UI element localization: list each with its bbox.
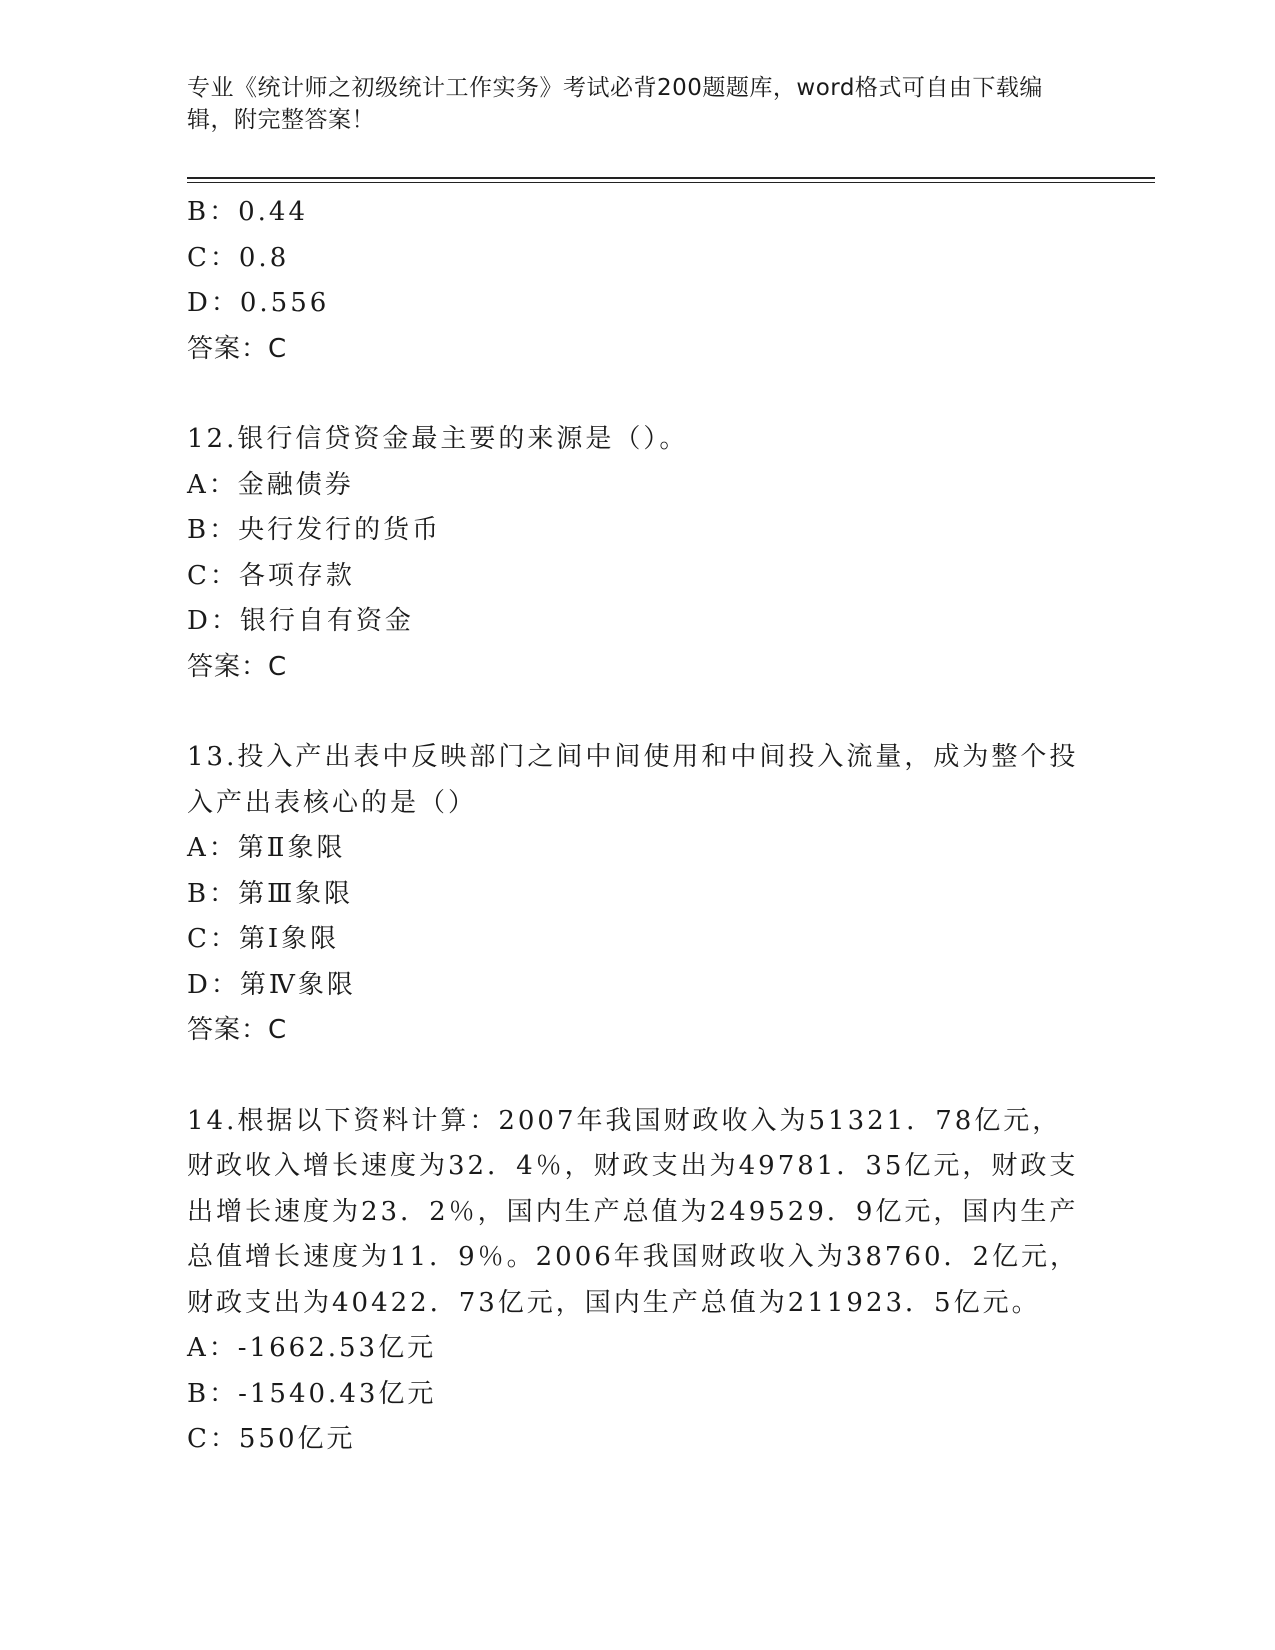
option-c: C：各项存款 [187,560,355,591]
option-d: D：第Ⅳ象限 [187,969,356,1000]
option-c: C：0.8 [187,242,290,273]
question-13 [187,735,1087,1054]
option-b: B：-1540.43亿元 [187,1378,437,1409]
question-text: 13.投入产出表中反映部门之间中间使用和中间投入流量，成为整个投入产出表核心的是（） [187,742,1079,818]
option-b: B：第Ⅲ象限 [187,878,354,909]
question-14 [187,1099,1087,1463]
answer-line: 答案：C [187,651,288,682]
document-body [187,190,1087,1463]
answer-line: 答案：C [187,333,288,364]
option-d: D：银行自有资金 [187,606,414,636]
option-b: B：央行发行的货币 [187,515,442,545]
answer-line: 答案：C [187,1015,288,1045]
option-a: A：金融债券 [187,469,354,500]
question-text: 14.根据以下资料计算：2007年我国财政收入为51321．78亿元，财政收入增长速度为32．4％，财政支出为49781．35亿元，财政支出增长速度为23．2％，国内生产总值为249529．9亿元，国内生产总值增长速度为11．9％。2006年我国财政收入为38760．2亿元，财政支出为40422．73亿元，国内生产总值为211923．5亿元。 [187,1105,1080,1318]
question-12 [187,417,1087,690]
option-c: C：550亿元 [187,1424,356,1454]
option-a: A：第Ⅱ象限 [187,833,346,863]
option-a: A：-1662.53亿元 [187,1333,437,1363]
header-rule-thin [187,182,1155,183]
option-c: C：第Ⅰ象限 [187,924,340,954]
option-d: D：0.556 [187,288,330,318]
header-rule-thick [187,177,1155,179]
question-text: 12.银行信贷资金最主要的来源是（）。 [187,424,689,454]
document-header: 专业《统计师之初级统计工作实务》考试必背200题题库，word格式可自由下载编辑，附完整答案！ [187,75,1043,133]
option-b: B：0.44 [187,197,308,227]
question-11-tail [187,190,1087,372]
